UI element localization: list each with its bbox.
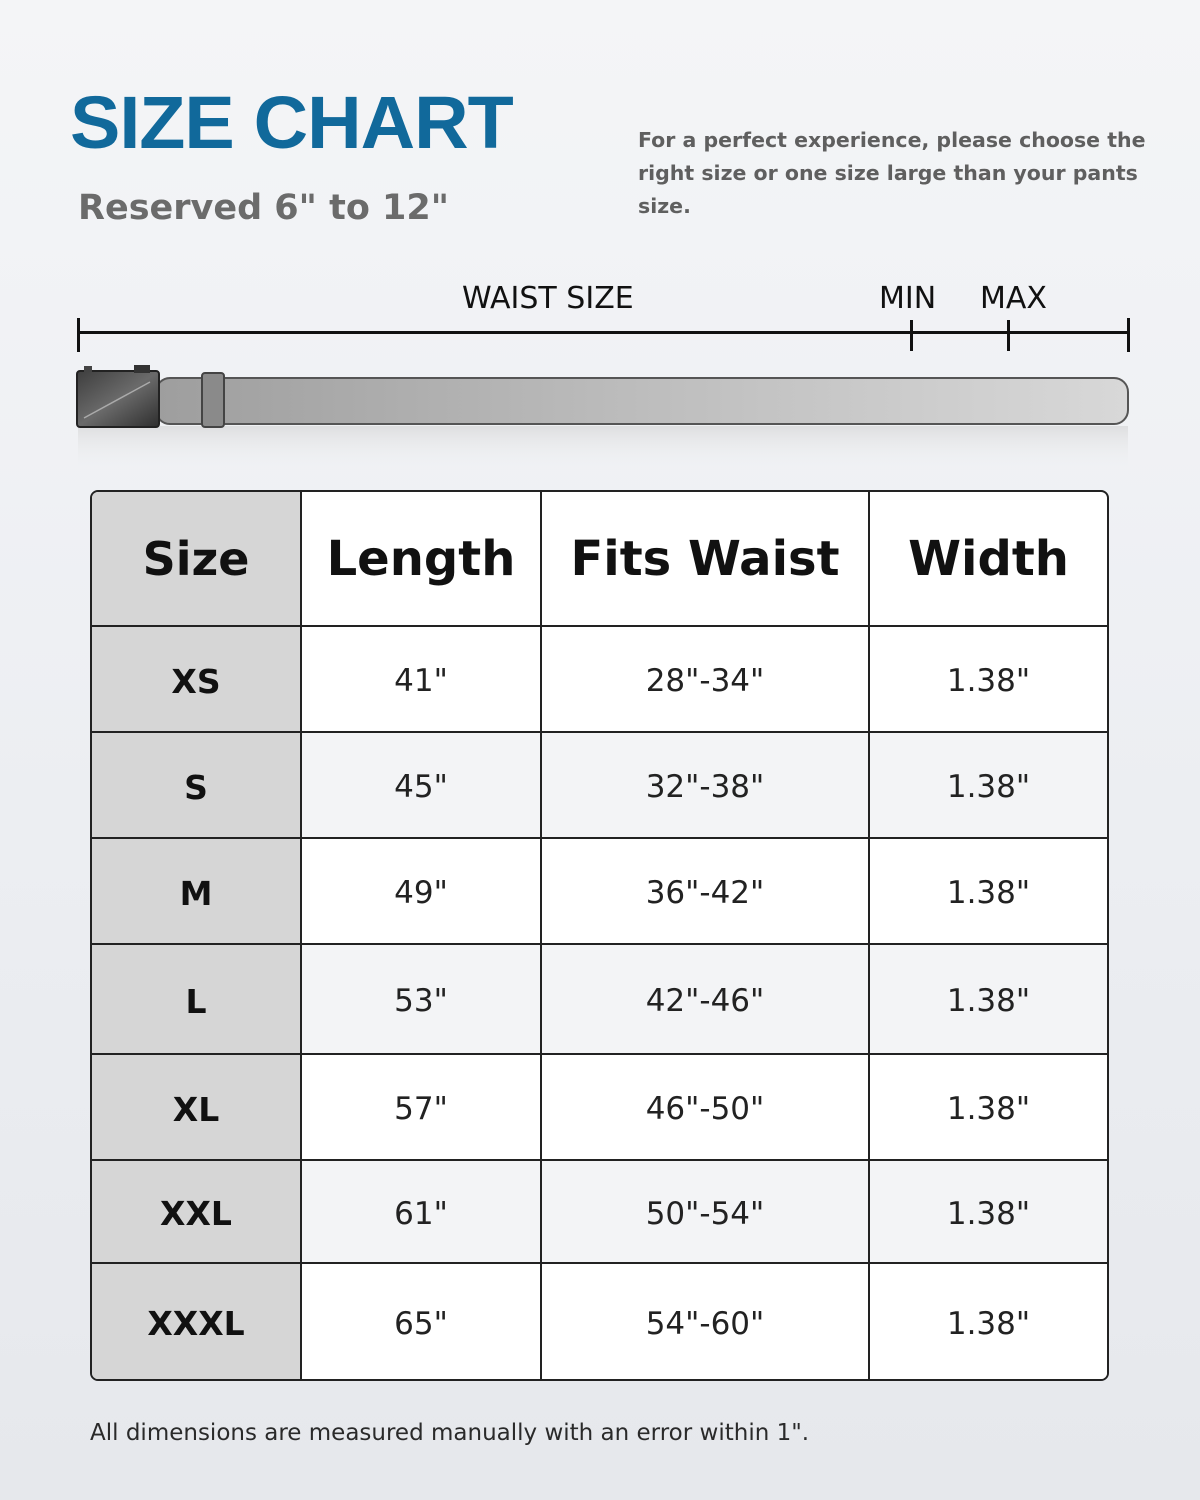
cell-length: 57" — [302, 1055, 542, 1159]
ruler-max-tick — [1007, 320, 1010, 351]
cell-fits-waist: 42"-46" — [542, 945, 870, 1053]
cell-length: 45" — [302, 733, 542, 837]
cell-fits-waist: 28"-34" — [542, 627, 870, 731]
table-row — [92, 945, 1107, 1055]
cell-size: XS — [92, 627, 302, 731]
min-label: MIN — [879, 281, 937, 316]
table-header-row — [92, 492, 1107, 627]
header-fits-waist: Fits Waist — [542, 492, 870, 625]
ruler-end-tick — [1127, 318, 1130, 352]
table-row — [92, 839, 1107, 945]
cell-length: 41" — [302, 627, 542, 731]
cell-length: 53" — [302, 945, 542, 1053]
footnote: All dimensions are measured manually with an error within 1". — [90, 1420, 810, 1446]
header-size: Size — [92, 492, 302, 625]
cell-width: 1.38" — [870, 733, 1107, 837]
table-row — [92, 733, 1107, 839]
cell-length: 61" — [302, 1161, 542, 1262]
cell-fits-waist: 32"-38" — [542, 733, 870, 837]
page-subtitle: Reserved 6" to 12" — [78, 188, 449, 228]
table-row — [92, 1161, 1107, 1264]
table-row — [92, 1055, 1107, 1161]
ruler-start-tick — [77, 318, 80, 352]
page-title: SIZE CHART — [70, 81, 513, 164]
cell-size: S — [92, 733, 302, 837]
note-line-2: right size or one size large than your pants size. — [638, 161, 1138, 218]
cell-width: 1.38" — [870, 1264, 1107, 1379]
buckle-pin — [84, 366, 92, 372]
note-line-1: For a perfect experience, please choose the — [638, 128, 1146, 152]
table-row — [92, 1264, 1107, 1379]
cell-length: 49" — [302, 839, 542, 943]
cell-size: L — [92, 945, 302, 1053]
header-width: Width — [908, 530, 1069, 587]
cell-fits-waist: 36"-42" — [542, 839, 870, 943]
cell-width: 1.38" — [870, 1055, 1107, 1159]
buckle-clip — [134, 365, 150, 373]
header-length: Length — [302, 492, 542, 625]
cell-fits-waist: 46"-50" — [542, 1055, 870, 1159]
size-table — [90, 490, 1109, 1381]
ruler-min-tick — [910, 320, 913, 351]
waist-ruler-line — [78, 331, 1130, 334]
cell-size: M — [92, 839, 302, 943]
cell-width: 1.38" — [870, 1161, 1107, 1262]
belt-strap — [156, 378, 1128, 424]
cell-width: 1.38" — [870, 627, 1107, 731]
cell-fits-waist: 50"-54" — [542, 1161, 870, 1262]
table-row — [92, 627, 1107, 733]
cell-size: XXXL — [92, 1264, 302, 1379]
cell-fits-waist: 54"-60" — [542, 1264, 870, 1379]
max-label: MAX — [980, 281, 1047, 316]
cell-width: 1.38" — [870, 945, 1107, 1053]
waist-size-label: WAIST SIZE — [462, 281, 634, 316]
cell-size: XL — [92, 1055, 302, 1159]
belt-reflection — [78, 426, 1128, 468]
cell-length: 65" — [302, 1264, 542, 1379]
cell-width: 1.38" — [870, 839, 1107, 943]
cell-size: XXL — [92, 1161, 302, 1262]
belt-illustration — [76, 360, 1132, 470]
size-advice-note — [638, 124, 1158, 223]
belt-loop — [202, 373, 224, 427]
